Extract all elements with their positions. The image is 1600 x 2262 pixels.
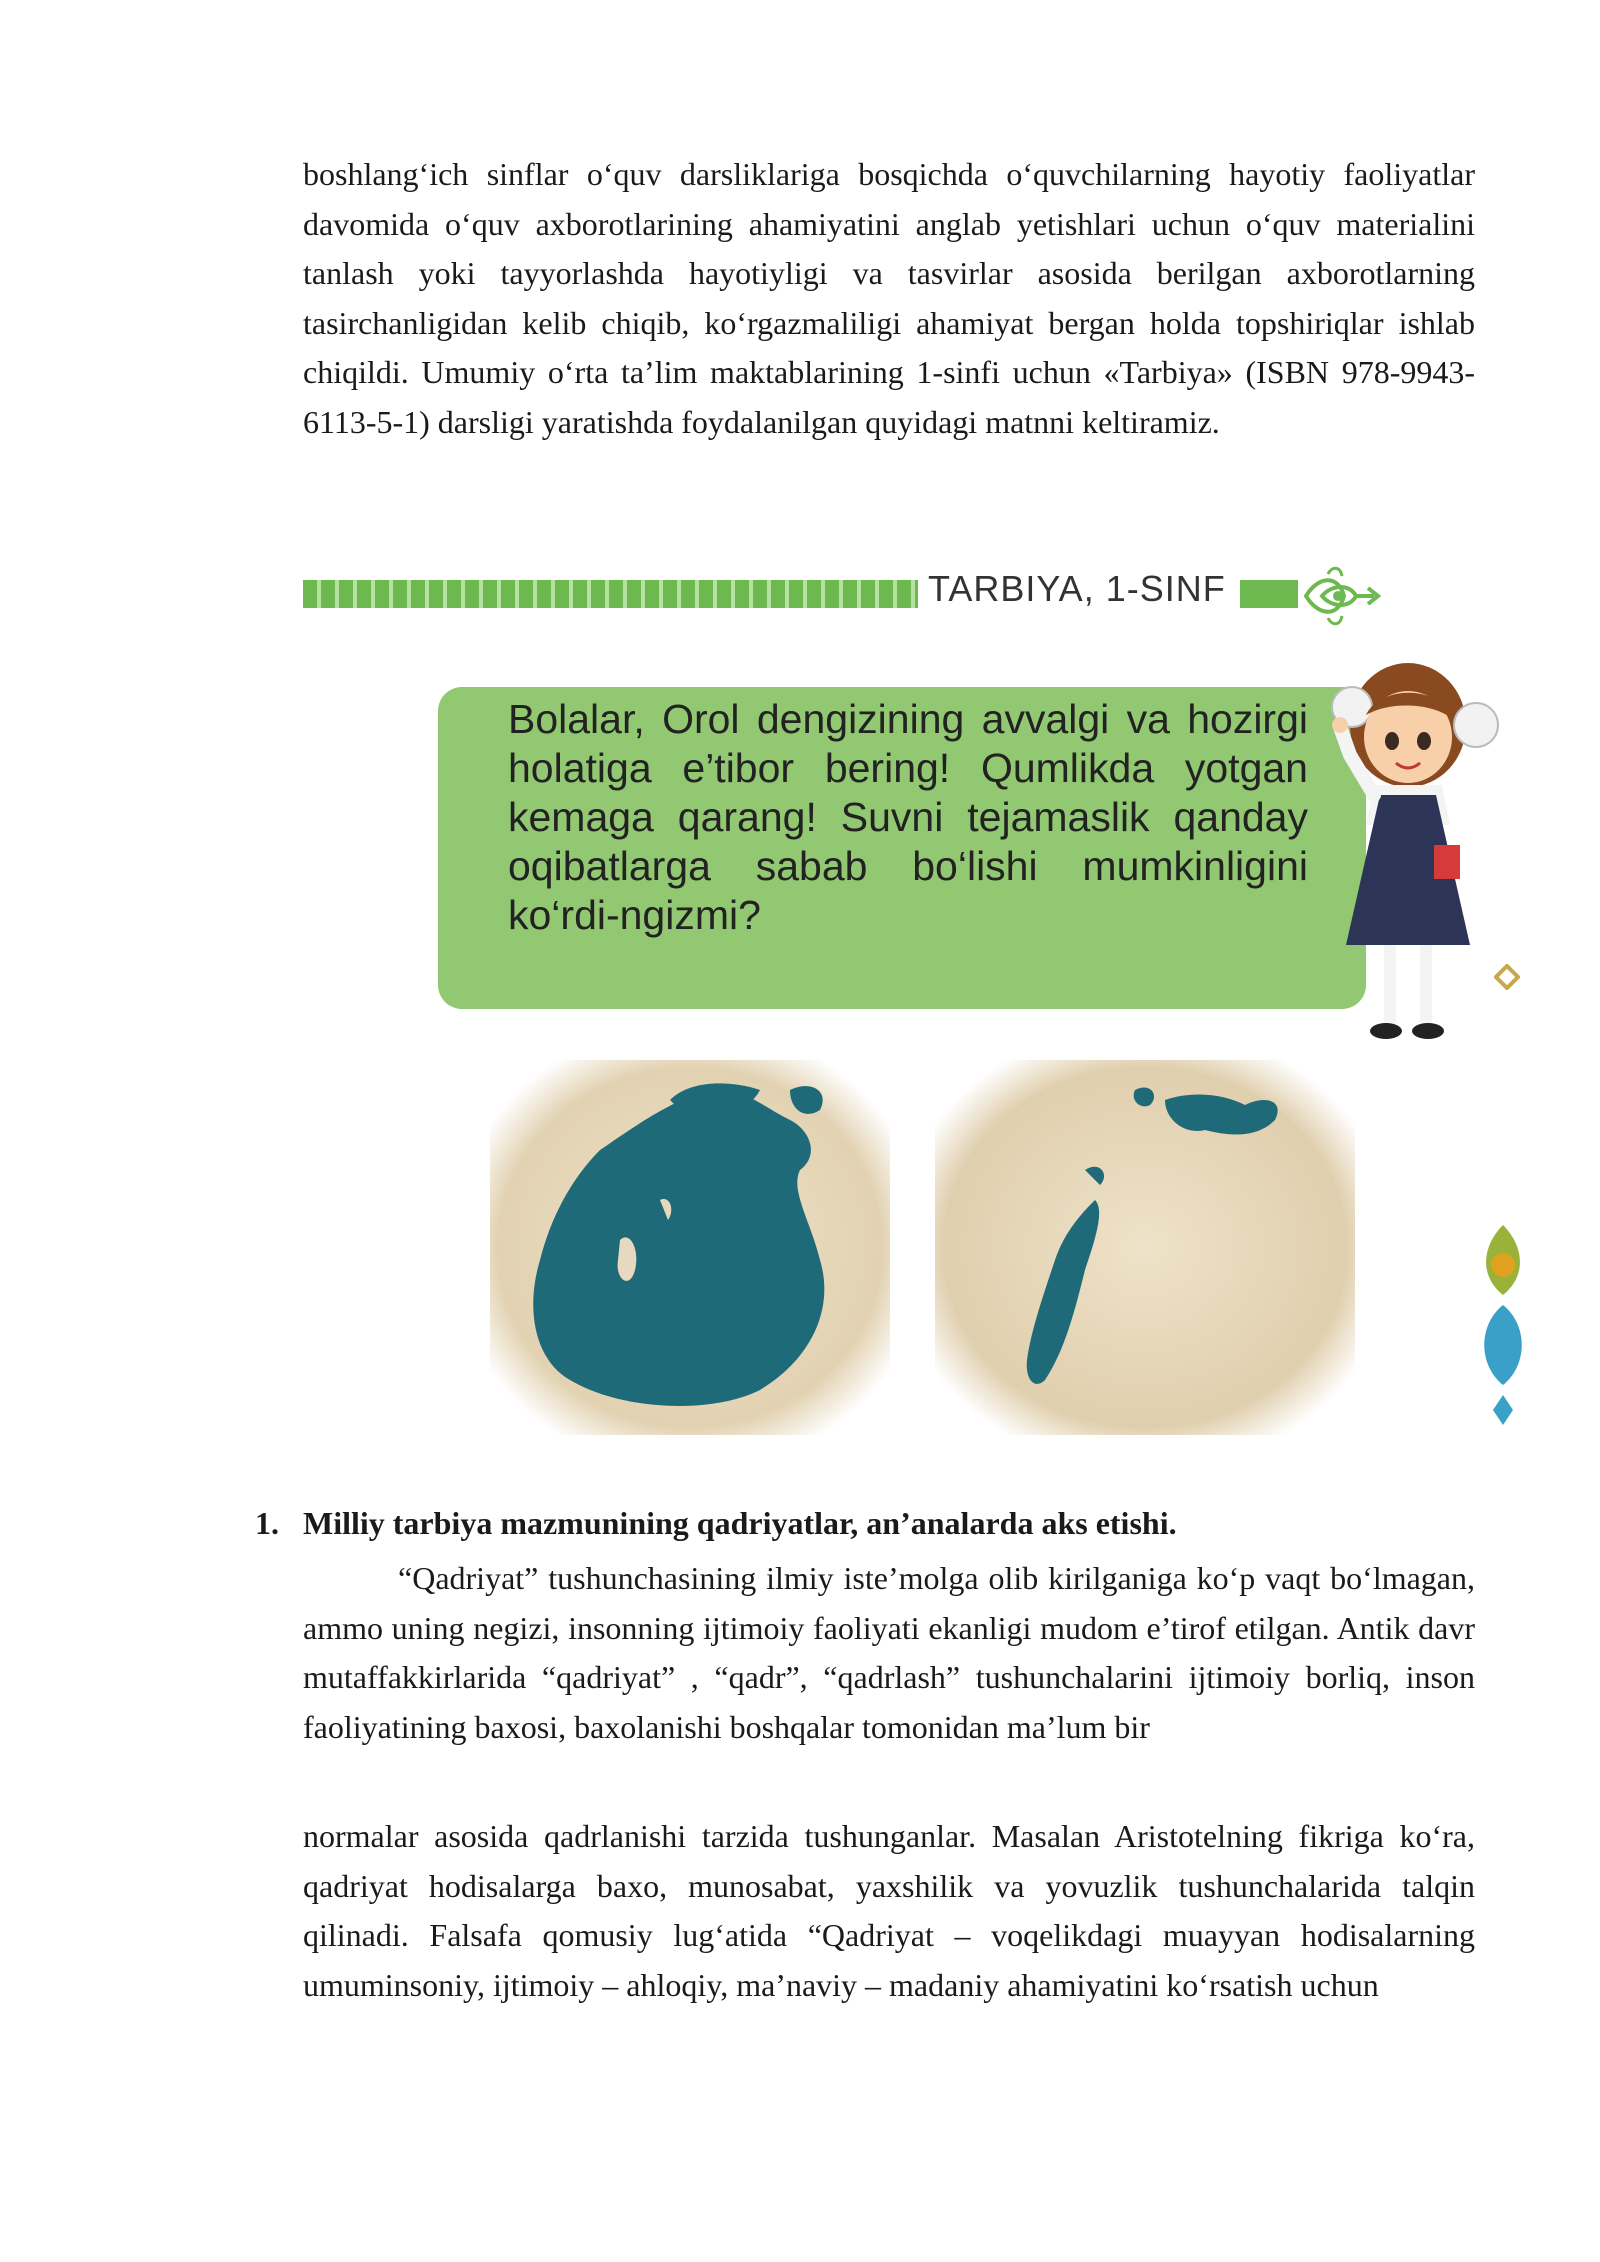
side-ornament-icon	[1468, 1215, 1538, 1435]
intro-paragraph: boshlang‘ich sinflar o‘quv darsliklariga bosqichda o‘quvchilarning hayotiy faoliyatlar davomida o‘quv axborotlarining ahamiyatini anglab yetishlari uchun o‘quv materialini tanlash yoki tayyorlashda hayotiyligi va tasvirlar asosida berilgan axborotlarning tasirchanligidan kelib chiqib, ko‘rgazmaliligi ahamiyat bergan holda topshiriqlar ishlab chiqildi. Umumiy o‘rta ta’lim maktablarining 1-sinfi uchun «Tarbiya» (ISBN 978-9943-6113-5-1) darsligi yaratishda foydalanilgan quyidagi matnni keltiramiz.	[303, 156, 1475, 440]
aral-sea-map-before	[490, 1060, 890, 1435]
speech-bubble-text: Bolalar, Orol dengizining avvalgi va hozirgi holatiga e’tibor bering! Qumlikda yotgan kemaga qarang! Suvni tejamaslik qanday oqibatlarga sabab bo‘lishi mumkinligini ko‘rdi-ngizmi?	[438, 687, 1366, 1009]
section-number: 1.	[255, 1505, 279, 1541]
banner-stripe	[303, 580, 918, 608]
schoolgirl-illustration	[1330, 655, 1510, 1055]
banner-stripe-end	[1240, 580, 1298, 608]
section-paragraph-2: normalar asosida qadrlanishi tarzida tushunganlar. Masalan Aristotelning fikriga ko‘ra, qadriyat hodisalarga baxo, munosabat, yaxshilik va yovuzlik tushunchalarida talqin qilinadi. Falsafa qomusiy lug‘atida “Qadriyat – voqelikdagi muayyan hodisalarning umuminsoniy, ijtimoiy – ahloqiy, ma’naviy – madaniy ahamiyatini ko‘rsatish uchun	[303, 1818, 1475, 2003]
aral-sea-map-after	[935, 1060, 1355, 1435]
diamond-ornament-icon	[1494, 964, 1520, 990]
section-paragraph-1: “Qadriyat” tushunchasining ilmiy iste’molga olib kirilganiga ko‘p vaqt bo‘lmagan, ammo uning negizi, insonning ijtimoiy faoliyati ekanligi mudom e’tirof etilgan. Antik davr mutaffakkirlarida “qadriyat” , “qadr”, “qadrlash” tushunchalarini ijtimoiy borliq, inson faoliyatining baxosi, baxolanishi boshqalar tomonidan ma’lum bir	[303, 1560, 1475, 1745]
banner-ornament-icon	[1298, 566, 1390, 626]
banner-title: TARBIYA, 1-SINF	[928, 568, 1226, 609]
section-title: Milliy tarbiya mazmunining qadriyatlar, an’analarda aks etishi.	[303, 1505, 1177, 1541]
